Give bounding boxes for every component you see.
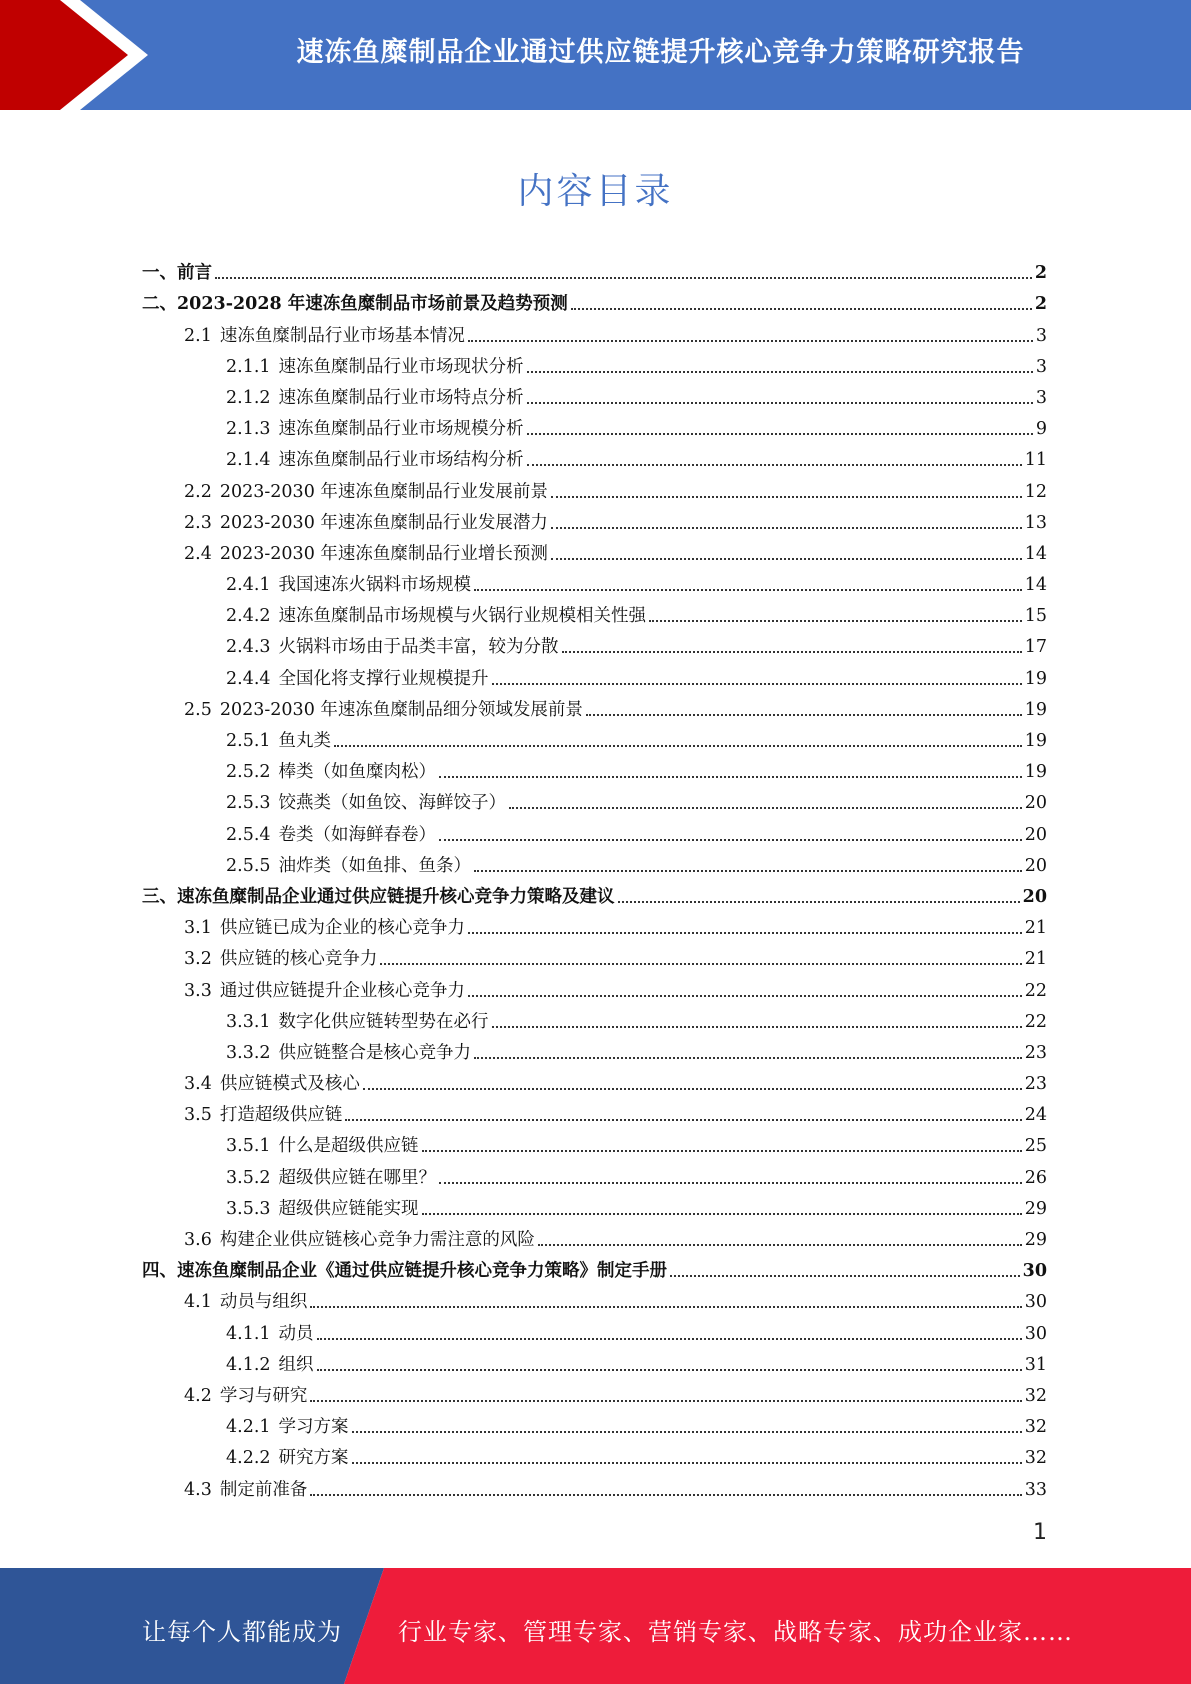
toc-entry-title: 动员与组织: [219, 1292, 308, 1313]
toc-entry-page: 13: [1024, 512, 1047, 533]
toc-entry[interactable]: [142, 1313, 1047, 1344]
toc-entry-number: 3.3.1: [226, 1011, 271, 1032]
toc-entry-page: 15: [1024, 606, 1047, 627]
report-title: 速冻鱼糜制品企业通过供应链提升核心竞争力策略研究报告: [296, 37, 1025, 68]
toc-entry-page: 29: [1024, 1198, 1047, 1219]
toc-entry[interactable]: [142, 253, 1047, 284]
toc-entry[interactable]: [142, 908, 1047, 939]
toc-entry-page: 19: [1024, 668, 1047, 689]
toc-entry-title: 数字化供应链转型势在必行: [278, 1011, 489, 1032]
toc-dot-leader: [345, 1119, 1021, 1121]
toc-entry-number: 2.4.3: [226, 637, 271, 658]
toc-entry[interactable]: [142, 1376, 1047, 1407]
toc-entry[interactable]: [142, 783, 1047, 814]
toc-entry-page: 30: [1022, 1261, 1047, 1282]
toc-dot-leader: [380, 963, 1021, 965]
footer-banner: [0, 1568, 1191, 1684]
toc-dot-leader: [551, 496, 1022, 498]
toc-entry-number: 2.1.1: [226, 356, 271, 377]
toc-entry-number: 2.5.4: [226, 824, 271, 845]
toc-entry-page: 19: [1024, 699, 1047, 720]
toc-entry-number: 2.5.5: [226, 855, 271, 876]
toc-dot-leader: [509, 807, 1022, 809]
toc-entry-number: 一、: [142, 263, 177, 284]
toc-entry-number: 三、: [142, 886, 177, 907]
toc-dot-leader: [352, 1462, 1022, 1464]
toc-entry-page: 14: [1024, 543, 1047, 564]
toc-entry-number: 2.5.3: [226, 793, 271, 814]
toc-entry-page: 32: [1024, 1417, 1047, 1438]
toc-dot-leader: [334, 745, 1022, 747]
toc-entry-page: 21: [1024, 949, 1047, 970]
toc-entry[interactable]: [142, 939, 1047, 970]
toc-entry-page: 12: [1024, 481, 1047, 502]
toc-entry-number: 2.4: [184, 543, 212, 564]
toc-entry-page: 24: [1024, 1105, 1047, 1126]
toc-entry[interactable]: [142, 1438, 1047, 1469]
toc-entry-number: 2.4.4: [226, 668, 271, 689]
toc-entry[interactable]: [142, 721, 1047, 752]
toc-entry-page: 2: [1034, 294, 1047, 315]
toc-dot-leader: [562, 651, 1022, 653]
toc-dot-leader: [492, 683, 1022, 685]
toc-entry-title: 卷类（如海鲜春卷）: [278, 824, 437, 845]
toc-entry-page: 23: [1024, 1042, 1047, 1063]
toc-entry[interactable]: [142, 284, 1047, 315]
toc-entry-title: 供应链的核心竞争力: [219, 949, 378, 970]
toc-dot-leader: [317, 1338, 1022, 1340]
toc-entry-number: 2.5.2: [226, 762, 271, 783]
toc-entry[interactable]: [142, 378, 1047, 409]
toc-entry-page: 3: [1035, 325, 1047, 346]
toc-entry-number: 2.3: [184, 512, 212, 533]
toc-entry[interactable]: [142, 440, 1047, 471]
toc-entry-title: 供应链已成为企业的核心竞争力: [219, 918, 465, 939]
toc-entry-number: 4.1: [184, 1292, 212, 1313]
toc-entry[interactable]: [142, 1064, 1047, 1095]
toc-heading: 内容目录: [517, 171, 674, 212]
toc-entry[interactable]: [142, 690, 1047, 721]
toc-entry-page: 23: [1024, 1074, 1047, 1095]
toc-entry-page: 3: [1035, 387, 1047, 408]
toc-entry-number: 3.6: [184, 1230, 212, 1250]
toc-entry-title: 2023-2030 年速冻鱼糜制品行业发展潜力: [219, 512, 548, 533]
toc-entry-title: 饺燕类（如鱼饺、海鲜饺子）: [278, 793, 507, 814]
toc-entry-title: 油炸类（如鱼排、鱼条）: [278, 855, 472, 876]
toc-entry-number: 3.5.2: [226, 1167, 271, 1188]
toc-entry-title: 学习方案: [278, 1417, 349, 1438]
toc-entry[interactable]: [142, 1345, 1047, 1376]
toc-entry-page: 32: [1024, 1385, 1047, 1406]
toc-entry-number: 4.2.1: [226, 1417, 271, 1438]
toc-entry-title: 供应链整合是核心竞争力: [278, 1042, 472, 1063]
toc-dot-leader: [474, 589, 1022, 591]
toc-entry-number: 2.5: [184, 699, 212, 720]
toc-entry[interactable]: [142, 1126, 1047, 1157]
toc-entry-title: 速冻鱼糜制品行业市场规模分析: [278, 419, 524, 440]
toc-entry-number: 4.3: [184, 1479, 212, 1500]
toc-entry[interactable]: [142, 877, 1047, 908]
toc-entry-title: 动员: [278, 1323, 314, 1344]
toc-entry-title: 速冻鱼糜制品企业通过供应链提升核心竞争力策略及建议: [177, 886, 615, 907]
toc-entry-page: 19: [1024, 731, 1047, 751]
toc-dot-leader: [649, 620, 1022, 622]
toc-entry-title: 速冻鱼糜制品市场规模与火锅行业规模相关性强: [278, 606, 647, 627]
toc-dot-leader: [439, 1182, 1022, 1184]
toc-entry-title: 鱼丸类: [278, 731, 332, 751]
toc-entry[interactable]: [142, 970, 1047, 1001]
toc-entry-title: 什么是超级供应链: [278, 1136, 419, 1157]
toc-entry[interactable]: [142, 534, 1047, 565]
toc-entry[interactable]: [142, 1251, 1047, 1282]
toc-entry-page: 21: [1024, 918, 1047, 939]
toc-entry-number: 3.1: [184, 918, 212, 939]
toc-dot-leader: [474, 870, 1022, 872]
toc-entry-title: 构建企业供应链核心竞争力需注意的风险: [219, 1230, 535, 1250]
toc-entry-title: 制定前准备: [219, 1479, 308, 1500]
toc-entry[interactable]: [142, 1220, 1047, 1251]
toc-entry-number: 2.1.4: [226, 450, 271, 471]
page-number: 1: [1033, 1520, 1047, 1545]
toc-dot-leader: [618, 901, 1020, 903]
toc-dot-leader: [474, 1057, 1022, 1059]
table-of-contents: [142, 253, 1047, 1501]
toc-entry-title: 速冻鱼糜制品行业市场现状分析: [278, 356, 524, 377]
toc-dot-leader: [551, 527, 1022, 529]
toc-dot-leader: [492, 1026, 1022, 1028]
toc-entry[interactable]: [142, 596, 1047, 627]
toc-entry-title: 2023-2030 年速冻鱼糜制品行业增长预测: [219, 543, 548, 564]
toc-dot-leader: [468, 340, 1033, 342]
toc-entry-number: 3.5: [184, 1105, 212, 1126]
toc-entry[interactable]: [142, 1033, 1047, 1064]
toc-dot-leader: [317, 1369, 1022, 1371]
toc-entry-page: 20: [1024, 855, 1047, 876]
toc-entry-title: 速冻鱼糜制品行业市场特点分析: [278, 387, 524, 408]
toc-entry-title: 全国化将支撑行业规模提升: [278, 668, 489, 689]
toc-entry[interactable]: [142, 846, 1047, 877]
toc-dot-leader: [527, 402, 1033, 404]
toc-entry-title: 速冻鱼糜制品行业市场结构分析: [278, 450, 524, 471]
toc-entry-number: 3.2: [184, 949, 212, 970]
toc-entry-number: 2.4.1: [226, 575, 271, 596]
toc-entry-title: 研究方案: [278, 1448, 349, 1469]
toc-entry-page: 20: [1022, 886, 1047, 907]
toc-dot-leader: [310, 1494, 1021, 1496]
toc-entry-page: 26: [1024, 1167, 1047, 1188]
toc-dot-leader: [363, 1088, 1022, 1090]
toc-entry-page: 20: [1024, 824, 1047, 845]
toc-entry-page: 19: [1024, 762, 1047, 783]
toc-entry-title: 火锅料市场由于品类丰富，较为分散: [278, 637, 559, 658]
toc-dot-leader: [422, 1150, 1022, 1152]
toc-entry-title: 棒类（如鱼糜肉松）: [278, 762, 437, 783]
toc-dot-leader: [527, 433, 1033, 435]
toc-entry-number: 4.1.2: [226, 1354, 271, 1375]
toc-entry-number: 2.1: [184, 325, 212, 346]
toc-entry-page: 33: [1024, 1479, 1047, 1500]
toc-dot-leader: [310, 1306, 1021, 1308]
toc-entry-page: 30: [1024, 1323, 1047, 1344]
toc-entry[interactable]: [142, 1189, 1047, 1220]
toc-entry-page: 14: [1024, 575, 1047, 596]
toc-entry-number: 4.1.1: [226, 1323, 271, 1344]
toc-dot-leader: [215, 277, 1032, 279]
toc-entry-page: 31: [1024, 1354, 1047, 1375]
toc-entry-number: 4.2: [184, 1385, 212, 1406]
toc-dot-leader: [571, 308, 1032, 310]
toc-entry[interactable]: [142, 752, 1047, 783]
toc-entry-page: 20: [1024, 793, 1047, 814]
toc-entry[interactable]: [142, 409, 1047, 440]
toc-entry-number: 2.4.2: [226, 606, 271, 627]
toc-dot-leader: [527, 464, 1022, 466]
toc-dot-leader: [352, 1431, 1022, 1433]
toc-entry[interactable]: [142, 315, 1047, 346]
toc-entry-number: 2.1.3: [226, 419, 271, 440]
toc-entry-title: 组织: [278, 1354, 314, 1375]
toc-entry-number: 2.5.1: [226, 731, 271, 751]
toc-entry[interactable]: [142, 565, 1047, 596]
toc-entry-title: 超级供应链能实现: [278, 1198, 419, 1219]
footer-slogan-left: 让每个人都能成为: [142, 1618, 342, 1646]
toc-dot-leader: [422, 1213, 1022, 1215]
toc-entry-number: 3.5.3: [226, 1198, 271, 1219]
toc-entry[interactable]: [142, 1282, 1047, 1313]
toc-entry-page: 11: [1024, 450, 1047, 471]
toc-dot-leader: [538, 1244, 1022, 1246]
toc-entry-title: 超级供应链在哪里？: [278, 1167, 437, 1188]
toc-entry-page: 29: [1024, 1230, 1047, 1250]
toc-entry-title: 2023-2030 年速冻鱼糜制品行业发展前景: [219, 481, 548, 502]
toc-dot-leader: [439, 776, 1022, 778]
toc-entry-number: 3.3: [184, 980, 212, 1001]
footer-slogan-right: 行业专家、管理专家、营销专家、战略专家、成功企业家……: [398, 1618, 1073, 1646]
toc-entry-title: 2023-2030 年速冻鱼糜制品细分领域发展前景: [219, 699, 583, 720]
toc-entry[interactable]: [142, 471, 1047, 502]
toc-entry-page: 30: [1024, 1292, 1047, 1313]
toc-dot-leader: [439, 839, 1022, 841]
toc-entry-page: 3: [1035, 356, 1047, 377]
toc-entry[interactable]: [142, 1095, 1047, 1126]
toc-entry-title: 供应链模式及核心: [219, 1074, 360, 1095]
toc-entry-title: 速冻鱼糜制品行业市场基本情况: [219, 325, 465, 346]
toc-entry-number: 2.1.2: [226, 387, 271, 408]
toc-entry[interactable]: [142, 814, 1047, 845]
toc-entry-page: 22: [1024, 980, 1047, 1001]
toc-dot-leader: [468, 995, 1022, 997]
toc-entry[interactable]: [142, 347, 1047, 378]
toc-entry-page: 17: [1024, 637, 1047, 658]
toc-entry-number: 四、: [142, 1261, 177, 1282]
toc-entry-title: 打造超级供应链: [219, 1105, 343, 1126]
toc-entry-number: 3.3.2: [226, 1042, 271, 1063]
toc-dot-leader: [670, 1275, 1020, 1277]
toc-entry[interactable]: [142, 627, 1047, 658]
toc-entry-number: 2.2: [184, 481, 212, 502]
toc-dot-leader: [527, 371, 1033, 373]
toc-entry-page: 22: [1024, 1011, 1047, 1032]
toc-entry-page: 25: [1024, 1136, 1047, 1157]
toc-entry-number: 二、: [142, 294, 177, 315]
toc-entry[interactable]: [142, 503, 1047, 534]
toc-entry-title: 我国速冻火锅料市场规模: [278, 575, 472, 596]
toc-entry[interactable]: [142, 1002, 1047, 1033]
toc-entry[interactable]: [142, 1407, 1047, 1438]
toc-entry-page: 2: [1034, 263, 1047, 284]
toc-entry-number: 3.4: [184, 1074, 212, 1095]
toc-dot-leader: [586, 714, 1022, 716]
toc-entry[interactable]: [142, 1157, 1047, 1188]
toc-dot-leader: [468, 932, 1022, 934]
toc-dot-leader: [551, 558, 1022, 560]
toc-entry-title: 2023-2028 年速冻鱼糜制品市场前景及趋势预测: [177, 294, 568, 315]
toc-entry-title: 通过供应链提升企业核心竞争力: [219, 980, 465, 1001]
toc-entry[interactable]: [142, 1469, 1047, 1500]
toc-entry-number: 3.5.1: [226, 1136, 271, 1157]
toc-entry-number: 4.2.2: [226, 1448, 271, 1469]
toc-entry-page: 9: [1035, 419, 1047, 440]
toc-entry-title: 速冻鱼糜制品企业《通过供应链提升核心竞争力策略》制定手册: [177, 1261, 667, 1282]
header-banner: [0, 0, 1191, 110]
toc-entry-page: 32: [1024, 1448, 1047, 1469]
toc-dot-leader: [310, 1400, 1021, 1402]
toc-entry-title: 学习与研究: [219, 1385, 308, 1406]
toc-entry[interactable]: [142, 658, 1047, 689]
toc-entry-title: 前言: [177, 263, 212, 284]
